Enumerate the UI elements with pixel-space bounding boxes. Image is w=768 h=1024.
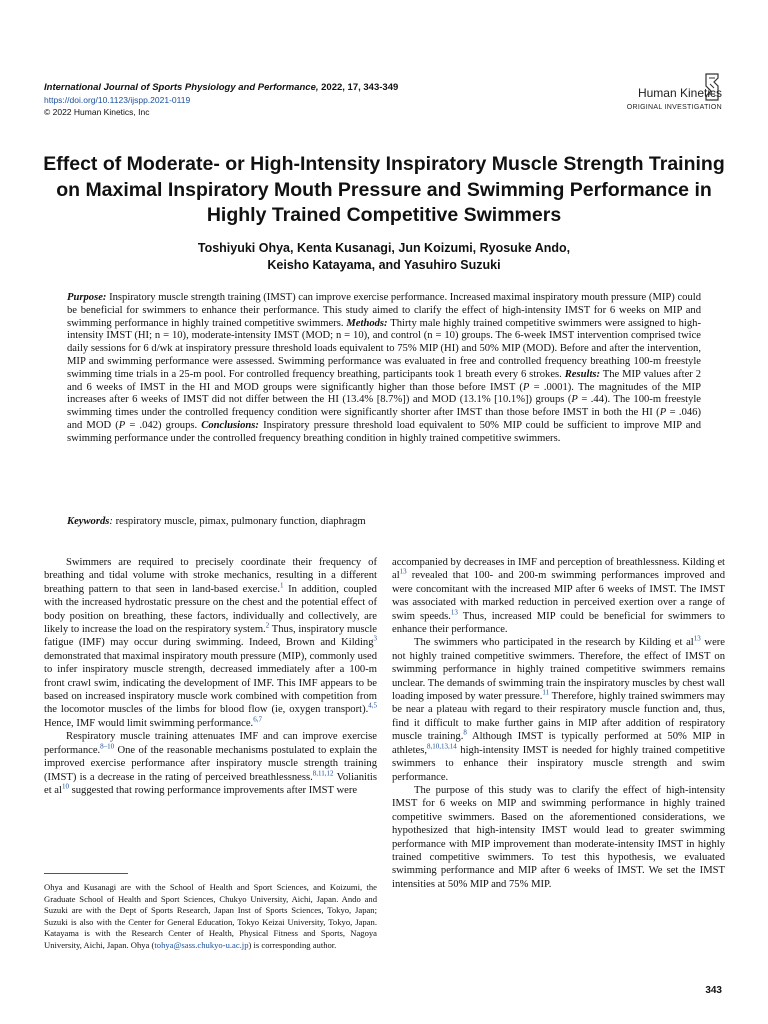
- text-run: accompanied by decreases in IMF and perception of breathlessness. Kilding et al: [392, 557, 725, 582]
- citation-link[interactable]: 3: [373, 634, 377, 643]
- citation-link[interactable]: 4,5: [368, 701, 377, 710]
- abstract-results-c: = .44). The 100-m freestyle swimming times under the controlled frequency condition were significantly shorter after IMST than those before IMST in both the HI (: [67, 394, 702, 419]
- abstract-results-b: = .0001). The magnitudes of the MIP increases after 6 weeks of IMST did not differ between the HI (13.4% [8.7%]) and MOD (13.1% [10.1%]) groups (: [67, 381, 701, 406]
- author-affiliations-footnote: [44, 882, 377, 952]
- abstract-results-e: = .042) groups.: [125, 419, 198, 431]
- text-run: The swimmers who participated in the research by Kilding et al: [414, 637, 694, 649]
- publisher-block: [627, 86, 722, 111]
- citation-link[interactable]: 6,7: [253, 715, 262, 724]
- citation-link[interactable]: 8: [463, 728, 467, 737]
- abstract-purpose: Inspiratory muscle strength training (IMST) can improve exercise performance. Increased maximal inspiratory mouth pressure (MIP) could be beneficial for swimmers to enhance their performance. This study aimed to clarify the effect of high-intensity IMST for 6 weeks on MIP and swimming performance in highly trained competitive swimmers.: [67, 292, 701, 329]
- paragraph: [44, 730, 377, 797]
- paragraph: The purpose of this study was to clarify the effect of high-intensity IMST for 6 weeks on MIP and swimming performance in highly trained competitive swimmers. Based on the aforementioned considerations, we hypothesized that high-intensity IMST would lead to greater swimming performance with MIP improvement than moderate-intensity IMST in highly trained competitive swimmers. To test this hypothesis, we evaluated swimming performance and MIP after 6 weeks of IMST. We set the IMST intensities at 50% MIP and 75% MIP.: [392, 784, 725, 890]
- body-column-left: [44, 556, 377, 797]
- text-run: Respiratory muscle training attenuates IMF and can improve exercise performance.: [44, 731, 377, 756]
- text-run: Swimmers are required to precisely coordinate their frequency of breathing and tidal volume with stroke mechanics, resulting in a different breathing pattern to that seen in land-based exercise.: [44, 557, 377, 595]
- journal-citation: [44, 82, 398, 93]
- citation-link[interactable]: 13: [693, 634, 701, 643]
- abstract-methods: Thirty male highly trained competitive swimmers were assigned to high-intensity IMST (HI; n = 10), moderate-intensity IMST (MOD; n = 10), and control (n = 10) groups. The 6-week IMST intervention comprised twice daily sessions for 6 d/wk at inspiratory pressure threshold loads equivalent to 75% MIP (HI) and 50% MIP (MOD). Before and after the intervention, MIP and swimming performance were assessed. Swimming performance was evaluated in free and controlled frequency breathing 100-m freestyle swimming time trials in a 25-m pool. For controlled frequency breathing, participants took 1 breath every 6 strokes.: [67, 317, 701, 380]
- abstract-conclusions-label: Conclusions:: [201, 419, 259, 431]
- citation-link[interactable]: 8–10: [100, 742, 115, 751]
- abstract: [67, 292, 701, 446]
- doi-link[interactable]: https://doi.org/10.1123/ijspp.2021-0119: [44, 95, 191, 105]
- p-symbol: P: [118, 419, 126, 431]
- author-list: [40, 240, 728, 274]
- text-run: suggested that rowing performance improvements after IMST were: [68, 784, 358, 796]
- keywords-label: Keywords: [67, 516, 110, 527]
- text-run: Hence, IMF would limit swimming performance.: [44, 717, 254, 729]
- abstract-conclusions: Inspiratory pressure threshold load equivalent to 50% MIP could be sufficient to improve MIP and swimming performance under the controlled frequency breathing condition in highly trained competitive swimmers.: [67, 419, 702, 444]
- footnote-tail: ) is corresponding author.: [248, 939, 337, 950]
- citation-link[interactable]: 8,10,13,14: [427, 742, 457, 751]
- paragraph: [392, 636, 725, 783]
- text-run: high-intensity IMST is needed for highly trained competitive swimmers to enhance their inspiratory muscle strength and swim performance.: [392, 744, 725, 783]
- text-run: Although IMST is typically performed at 50% MIP in athletes,: [392, 731, 725, 756]
- footnote-text: Ohya and Kusanagi are with the School of Health and Sport Sciences, and Koizumi, the Graduate School of Health and Sport Sciences, Chukyo University, Aichi, Japan. Ando and Suzuki are with the Dept of Sports Research, Japan Inst of Sports Sciences, Tokyo, Japan; Suzuki is also with the Center for General Education, Tokyo Keizai University, Tokyo, Japan. Katayama is with the Research Center of Health, Physical Fitness and Sports, Nagoya University, Aichi, Japan. Ohya (: [44, 882, 377, 950]
- keywords: [67, 516, 701, 527]
- citation-link[interactable]: 1: [279, 581, 284, 590]
- citation-link[interactable]: 11: [542, 688, 550, 697]
- author-line-2: Keisho Katayama, and Yasuhiro Suzuki: [267, 258, 501, 272]
- author-line-1: Toshiyuki Ohya, Kenta Kusanagi, Jun Koizumi, Ryosuke Ando,: [197, 241, 571, 255]
- paragraph: [44, 556, 377, 730]
- citation-link[interactable]: 13: [450, 608, 458, 617]
- journal-header: [44, 82, 724, 122]
- text-run: were not highly trained competitive swimmers. Therefore, the effect of IMST on swimming performance in highly trained competitive swimmers remains unclear. The demands of swimming train the inspiratory muscles by chest wall loading imposed by water pressure.: [392, 637, 726, 703]
- keywords-text: respiratory muscle, pimax, pulmonary function, diaphragm: [115, 516, 366, 527]
- p-symbol: P: [571, 394, 578, 406]
- abstract-results-a: The MIP values after 2 and 6 weeks of IMST in the HI and MOD groups were significantly higher than those before IMST (: [67, 368, 701, 393]
- footnote-divider: [44, 873, 128, 874]
- text-run: Volianitis et al: [44, 771, 377, 796]
- text-run: In addition, coupled with the increased hydrostatic pressure on the chest and the potential effect of body position on breathing, these factors, individually and collectively, are likely to increase the load on the respiratory system.: [44, 583, 377, 636]
- journal-name: International Journal of Sports Physiology and Performance,: [44, 82, 319, 93]
- copyright: © 2022 Human Kinetics, Inc: [44, 107, 150, 117]
- publisher-name: Human Kinetics: [637, 86, 722, 100]
- text-run: revealed that 100- and 200-m swimming performances improved and were concomitant with the increased MIP after 6 weeks of IMST. The IMST was associated with marked reduction in perceived exertion over a range of swim speeds.: [392, 570, 725, 622]
- abstract-results-label: Results:: [564, 368, 601, 380]
- text-run: Thus, inspiratory muscle fatigue (IMF) may occur during swimming. Indeed, Brown and Kilding: [44, 624, 378, 649]
- p-symbol: P: [659, 407, 667, 419]
- abstract-methods-label: Methods:: [346, 317, 388, 329]
- paragraph: [392, 556, 725, 636]
- abstract-results-d: = .046) and MOD (: [67, 407, 701, 431]
- article-title: Effect of Moderate- or High-Intensity Inspiratory Muscle Strength Training on Maximal Inspiratory Mouth Pressure and Swimming Performance in Highly Trained Competitive Swimmers: [43, 153, 725, 226]
- text-run: Thus, increased MIP could be beneficial for swimmers to enhance their performance.: [392, 610, 726, 636]
- text-run: One of the reasonable mechanisms postulated to explain the improved exercise performance after inspiratory muscle strength training (IMST) is a decrease in the rating of perceived breathlessness.: [44, 744, 377, 783]
- text-run: demonstrated that maximal inspiratory mouth pressure (MIP), commonly used to infer inspiratory muscle strength, decreased immediately after a 100-m front crawl swim, indicating the development of IMF. This IMF appears to be based on increased inspiratory muscle work combined with competition from the locomotor muscles of the limbs for blood flow (ie, oxygen transport).: [44, 650, 377, 716]
- citation-link[interactable]: 8,11,12: [312, 768, 334, 777]
- article-section: ORIGINAL INVESTIGATION: [626, 104, 722, 111]
- corresponding-email-link[interactable]: tohya@sass.chukyo-u.ac.jp: [154, 939, 249, 950]
- page-number: 343: [705, 985, 722, 996]
- text-run: Therefore, highly trained swimmers may be near a plateau with regard to their respiratory muscle function and, thus, find it difficult to make further gains in MIP after addition of respiratory muscle training.: [392, 691, 725, 743]
- citation-link[interactable]: 10: [61, 782, 69, 791]
- body-column-right: [392, 556, 725, 891]
- keywords-colon: :: [109, 516, 113, 527]
- journal-volume: 2022, 17, 343-349: [321, 82, 399, 93]
- p-symbol: P: [522, 381, 530, 393]
- abstract-purpose-label: Purpose:: [67, 292, 107, 303]
- citation-link[interactable]: 13: [399, 567, 407, 576]
- citation-link[interactable]: 2: [265, 621, 270, 630]
